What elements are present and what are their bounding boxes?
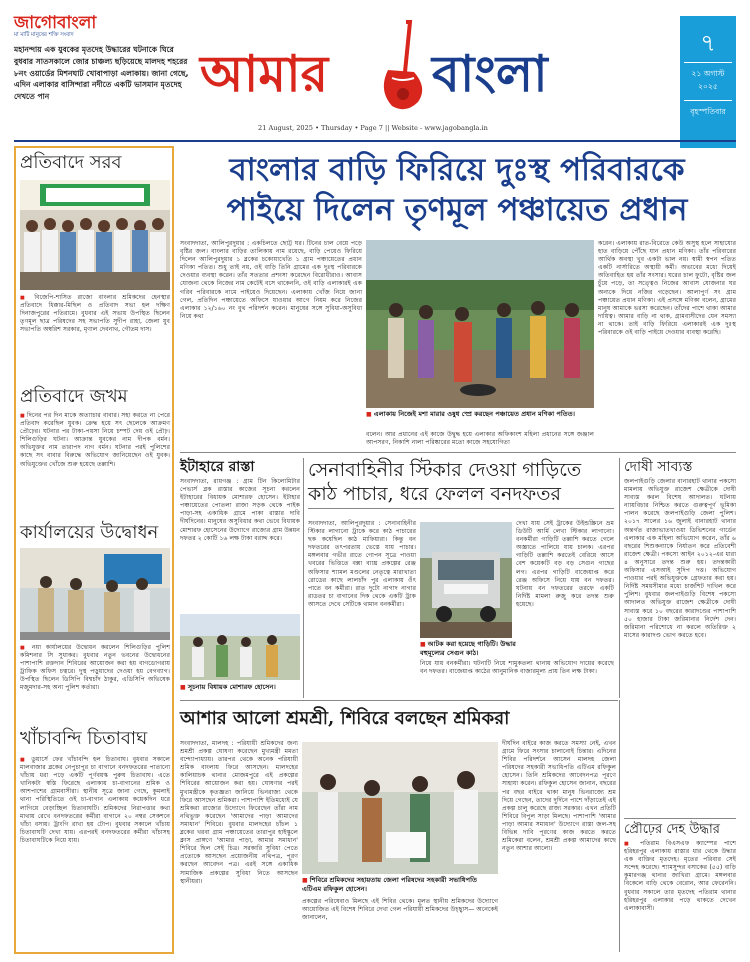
left-heading-leopard: খাঁচাবন্দি চিতাবাঘ	[20, 728, 148, 749]
date-bn: ২১ অগাস্ট	[684, 62, 732, 80]
smuggling-col2-bottom: নিয়ে যায় বনকর্মীরা। ঘটনাটি নিয়ে শামুকতলা থানায় অভিযোগ দায়ের করেছে বন দফতর। বাজেয়াপ্ত কাঠের আনুমানিক বাজারমূল্য প্রায় তিন লক্ষ টাকা।	[420, 660, 614, 676]
truck-illustration	[420, 522, 512, 638]
weekday-bn: বৃহস্পতিবার	[684, 100, 732, 119]
divider-smuggling	[619, 458, 620, 698]
smuggling-truck-photo	[420, 522, 512, 638]
dateline: 21 August, 2025 • Thursday • Page 7 || Website - www.jagobangla.in	[258, 124, 488, 132]
left-text-injured: ■ দিনের পর দিন মাকে অত্যাচার বাবার। সহ্য করতে না পেরে প্রতিবাদ করেছিল যুবক। ক্রেদ্ধ হয়ে সৎ ছেলেকে আক্রমণ প্রৌঢ়ের। ঘটনার পর টাকা-পয়সা নিয়ে চম্পট দেয় ওই প্রৌঢ়। শিলিগুড়ির ঘটনা। আক্রান্ত যুবকের নাম দীপক বর্মন। অভিযুক্তর নাম তারাপদ নাগ বর্মন। ঘটনার পরই পুলিশের কাছে সৎ বাবার বিরুদ্ধে অভিযোগ জানিয়েছেন ওই যুবক। অভিযুক্তের খোঁজে শুরু হয়েছে তল্লাশি।	[20, 412, 170, 469]
spraying-illustration	[366, 240, 594, 408]
itahar-photo	[180, 614, 300, 680]
shramashri-col1: সংবাদদাতা, মালদহ : পরিযায়ী শ্রমিকদের জন্য শ্রমশ্রী প্রকল্প ঘোষণা করেছেন মুখ্যমন্ত্রী মমতা বন্দ্যোপাধ্যায়। তারপর থেকে অনেক পরিযায়ী শ্রমিক বাংলায় ফিরে আসছেন। মালদহের কালিয়াচক থানার মোজমপুরে এই প্রকল্পের শিবিরের আয়োজন করা হয়। ঘোষণার পরই মুখ্যমন্ত্রীকে কৃতজ্ঞতা জানিয়ে ভিনরাজ্য থেকে ফিরে আসছেন শ্রমিকরা। পাশাপাশি ইতিমধ্যেই যে শ্রমিকরা রাজ্যের উদ্যোগে ফিরেছেন তাঁরা নাম নথিভুক্ত করেছেন 'আমাদের পাড়া আমাদের সমাধান' শিবিরে। বুধবার মালদহের চাঁচল ১ ব্লকের খরবা গ্রাম পঞ্চায়েতের তারাপুর হাইস্কুলে ক্লাস প্রাঙ্গণে 'আমার পাড়া, আমার সমাধান' শিবিরে ছিল সেই চিত্র। সরকারি সুবিধা পেতে প্রত্যেকে আসছেন প্রয়োজনীয় নথিপত্র, পূরণ করছেন আবেদন পত্র। এরই সঙ্গে একাধিক সামাজিক প্রকল্পের সুবিধা নিতে আসছেন স্থানীয়রা।	[180, 740, 298, 885]
divider-itahar	[303, 458, 304, 698]
logo-word-amar: আমার	[200, 44, 329, 103]
divider-body	[619, 700, 620, 952]
smuggling-headline	[308, 458, 614, 509]
divider-smuggling-bottom	[180, 700, 618, 701]
body-heading: প্রৌঢ়ের দেহ উদ্ধার	[624, 818, 736, 839]
left-heading-protest: প্রতিবাদে সরব	[20, 152, 122, 173]
lead-photo-caption: ■ এলাকায় নিজেই মশা মারার ওষুধ স্প্রে করছেন পঞ্চায়েত প্রধান মণিকা পতিত।	[366, 410, 594, 419]
smuggling-col1: সংবাদদাতা, আলিপুরদুয়ার : সেনাবাহিনীর স্টিকার লাগানো ট্রাকে করে কাঠ পাচারের ছক কষেছিল কাঠ মাফিয়ারা। কিন্তু বন দফতরের তৎপরতায় ভেস্তে যায় পাচার। মঙ্গলবার গভীর রাতে গোপন সূত্রে পাওয়া খবরের ভিত্তিতে বক্সা ব্যাঘ্র প্রকল্পের রেঞ্জ অফিসার শ্যামল মণ্ডলের নেতৃত্বে মারাখাতা রোডের কাছে লালচাঁদ পুর এলাকায় ওঁৎ পাতে বন কর্মীরা। রাত দুটো নাগাদ নাগার রাডতর চা বাগানের দিক থেকে একটি ট্রাক আসতে দেখে সেটিকে থামান বনকর্মীরা।	[308, 520, 416, 608]
smuggling-col2: দেখা যায় সেই ট্রাকের উইন্ডস্ক্রিনে ভ্রম ডিউটি আর্মি লেখা স্টিকার লাগানো। বনকর্মীরা গাড়িটি তল্লাশি করতে গেলে অজ্ঞাতে পালিয়ে যায় চালক। এরপর গাড়িটি তল্লাশি করতেই বেরিয়ে আসে বেশ কয়েকটি বড় বড় সেগুন গাছের লগ। এরপর গাড়িটি বাজেয়াপ্ত করে রেঞ্জ অফিসে নিয়ে যায় বন দফতর। ঘটনায় বন দফতরের তরফে একটি নির্দিষ্ট মামলা রুজু করে তদন্ত শুরু হয়েছে।	[516, 520, 614, 608]
page-info-box	[680, 16, 736, 148]
lead-headline	[180, 150, 734, 230]
shramashri-photo-caption: ■ শিবিরে শ্রমিকদের সহায়তায় জেলা পরিষদের সহকারী সভাধিপতি এটিএম রফিকুল হোসেন।	[302, 876, 498, 894]
left-heading-injured: প্রতিবাদে জখম	[20, 386, 128, 407]
itahar-text: সংবাদদাতা, রায়গঞ্জ : গ্রাম টিন কিলোমিটার পেভার্স ব্লক রাস্তার কাজের সূচনা করলেন ইটাহারের বিধায়ক মোশারফ হোসেন। ইটাহার পঞ্চায়েতের পোতলা রাজা সড়ক থেকে পাইক পাড়া-সহ একাধিক গ্রামে পাকা রাস্তার দাবি দীর্ঘদিনের। মানুষের অসুবিধার কথা ভেবে বিধায়ক মোশারফ হোসেনের উদ্যোগে রাজ্যের গ্রাম উন্নয়ন দফতর ২ কোটি ১৬ লক্ষ টাকা বরাদ্দ করে।	[180, 478, 300, 542]
body-text: ■ পতিরাম বিএসএফ ক্যাম্পের পাশে হরিহরপুর এলাকায় রাস্তার ধার থেকে উদ্ধার এক ব্যক্তির মৃতদেহ। মৃতের পরিবার সেই সন্দেহ করেছে। শ্যামসুন্দর বসাকের (৫৫) বাড়ি কুমারগঞ্জ থানার জাখিরা গ্রামে। মঙ্গলবার বিকেলে বাড়ি থেকে বেরোন, আর ফেরেননি। বুধবার সকালে তার মৃতদেহ পতিরাম থানার হরিহরপুর এলাকার পড়ে থাকতে দেখেন এলাকাবাসী।	[624, 840, 736, 913]
left-text-leopard: ■ ডুয়ার্সে ফের খাঁচাবন্দি হল চিতাবাঘ। বুধবার সকালে মালবাজার ব্লকের নেপুচাপুর চা বাগানে বনদফতরের পাতানো খাঁচায় ধরা পড়ে একটি পূর্ণবয়স্ক পুরুষ চিতাবাঘ। এতে খানিকটা স্বস্তি ফিরেছে এলাকায় চা-বাগানের শ্রমিক ও আশপাশের গ্রামবাসীরা। স্থানীয় সূত্রে জানা গেছে, কুমলাই থানা পরিস্থিতিতে ওই চা-বাগান এলাকায় কয়েকদিন ধরে লাগিয়ে বেড়াচ্ছিল চিতাবাঘটি। শ্রমিকদের নিরাপত্তার কথা মাথায় রেখে বনদফতরের কর্মীরা বাগানে ২০ নম্বর সেকশনে খাঁচা বসায়। ট্রাংগি রাখা হয় টোপ। বুধবার সকালে খাঁচায় চিতাবাঘটি দেখা যায়। এরপরই বনদফতরের কর্মীরা খাঁচাসহ চিতাবাঘটিকে নিয়ে যায়।	[20, 756, 170, 845]
logo-word-bangla: বাংলা	[432, 44, 548, 103]
lead-story-photo	[366, 240, 594, 408]
protest-rally-illustration	[20, 180, 170, 290]
smuggling-headline-line2: কাঠ পাচার, ধরে ফেলল বনদফতর	[308, 483, 561, 505]
smuggling-photo-caption: ■ আটক করা হয়েছে গাড়িটি। উদ্ধার বহুমূল্যের সেগুন কাঠ।	[420, 640, 516, 658]
convicted-text: জলপাইগুড়ি জেলার বানারহাট থানার পকসো মামলায় অভিযুক্ত রাজেশ ক্ষেত্রীকে দোষী সাব্যস্ত করল বিশেষ আদালত। ঘটনায় ন্যায়বিচার নিশ্চিত করতে গুরুত্বপূর্ণ ভূমিকা পালন করেছে জলপাইগুড়ি জেলা পুলিশ। ২০১৭ সালের ১৬ জুলাই বানারহাট থানার অন্তর্গত রাজাভাতখাওয়া ডিভিশনের গার্ডেন এলাকার এক মহিলা অভিযোগ করেন, তাঁর ৬ বছরের শিশুকন্যাকে নির্যাতন করে প্রতিবেশী রাজেশ ক্ষেত্রী। পকসো আইন ২০১২-এর ধারা ৪ অনুসারে তদন্ত শুরু হয়। তদন্তকারী অফিসার এসআই সুদিপ দত্ত। অভিযোগ পাওয়ার পরই অভিযুক্তকে গ্রেফতার করা হয়। নির্দিষ্ট সময়সীমার মধ্যে চার্জশিট দাখিল করে পুলিশ। বুধবার জলপাইগুড়ি বিশেষ পকসো আদালত অভিযুক্ত রাজেশ ক্ষেত্রীকে দোষী সাব্যস্ত করে ১০ বছরের কারাদণ্ডের পাশাপাশি ৫০ হাজার টাকা জরিমানার নির্দেশ দেন। জরিমানা পরিশোধে না করলে অতিরিক্ত ২ মাসের কারাদণ্ড ভোগ করতে হবে।	[624, 478, 736, 639]
left-text-protest: ■ বিজেপি-শাসিত রাজ্যে বাংলার শ্রমিকদের হেনস্থার প্রতিবাদে ধিক্কার-মিছিল ও প্রতিবাদ সভা হল দক্ষিণ দিনাজপুরের পতিরামে। বুধবার এই সভায় উপস্থিত ছিলেন তৃণমূল ছাত্র পরিষদের সহ সভাপতি সুদীপ রাহা, জেলা যুব সভাপতি অম্বরিশ সরকার, মৃণাল দেবনাথ, গৌতম দাস।	[20, 294, 170, 334]
lead-headline-line2: পাইয়ে দিলেন তৃণমূল পঞ্চায়েত প্রধান	[226, 192, 688, 228]
smuggling-headline-line1: সেনাবাহিনীর স্টিকার দেওয়া গাড়িতে	[308, 459, 582, 481]
convicted-heading: দোষী সাব্যস্ত	[624, 459, 693, 475]
itahar-caption: ■ সূচনায় বিধায়ক মোশারফ হোসেন।	[180, 683, 300, 692]
camp-illustration	[302, 742, 498, 874]
lead-story-col3: করেন। এলাকায় রাত-বিরেতে কেউ অসুস্থ হলে সাহায্যের হাত বাড়িয়ে পৌঁছে যান প্রধান মণিকা। তাঁর পরিবারের আর্থিক অবস্থা খুব একটা ভাল নয়। স্বামী স্বপন পতিত একটি নার্সারিতে অস্থায়ী কর্মী। অভাবের মধ্যে দিয়েই অতিবাহিত হয় তাঁর সংসার। ঘরের চাল ফুটো, বৃষ্টির জল চুঁয়ে পড়ে, তা সত্ত্বেও নিজের আবাস যোজনার ঘর অন্যকে দিয়ে নজির গড়েছেন। আলাপুর্ণ সং গ্রাম পঞ্চায়েত প্রধান মণিকা। এই প্রসঙ্গে মণিকা বলেন, গ্রামের মানুষ আমাকে ভরসা করেছেন। তাঁদের পাশে থাকা আমার দায়িত্ব। আমার বাড়ি না থাক, গ্রামবাসীদের যেন সমস্যা না থাকে। তাই বাড়ি ফিরিয়ে এলাকারই এক দুঃস্থ পরিবারকে ওই বাড়ি পাইয়ে দেওয়ার ব্যবস্থা করেছি।	[598, 240, 736, 337]
page-number: ৭	[700, 29, 716, 57]
left-news-column	[14, 146, 174, 954]
itahar-illustration	[180, 614, 300, 680]
amar-bangla-logo	[200, 20, 590, 112]
shramashri-headline: আশার আলো শ্রমশ্রী, শিবিরে বলছেন শ্রমিকরা	[180, 708, 510, 729]
masthead-rule	[14, 140, 736, 142]
year-bn: ২০২৫	[698, 82, 718, 91]
left-heading-office: কার্যালয়ের উদ্বোধন	[20, 522, 159, 543]
itahar-heading: ইটাহারে রাস্তা	[180, 459, 255, 475]
shramashri-photo	[302, 742, 498, 874]
shramashri-col2-bottom: প্রকল্পের পরিষেবাও মিলছে এই শিবির থেকে। মূলত স্থানীয় শ্রমিকদের উদ্যোগে আয়োজিত এই বিশেষ শিবিরে দেখা গেল পরিযায়ী শ্রমিকদের উচ্ছ্বাস— অনেকেই জানালেন,	[302, 898, 498, 922]
ektara-icon	[370, 20, 434, 112]
jagobangla-logo	[14, 14, 122, 40]
front-teaser: মহানন্দায় এক যুবকের মৃতদেহ উদ্ধারের ঘটনাকে ঘিরে বুধবার সাতসকালে জোর চাঞ্চল্য ছড়িয়েছে মালদহ শহরের ৮নং ওয়ার্ডের মিশনঘাট খোবাপাড়া এলাকায়। জানা গেছে, এদিন এলাকার বাসিন্দারা নদীতে একটি ভাসমান মৃতদেহ দেখতে পান	[14, 45, 189, 102]
jagobangla-logo-text: জাগোবাংলা	[14, 13, 97, 33]
divider-lead	[180, 452, 736, 453]
office-inauguration-photo	[20, 548, 170, 640]
lead-story-col1: সংবাদদাতা, আলিপুরদুয়ার : একচিলতে ছোট্ট ঘর। টিনের চাল বেয়ে পড়ে বৃষ্টির জল। বাংলার বাড়ির তালিকায় নাম রয়েছে, বাড়ি পেয়েও ফিরিয়ে দিলেন আলিপুরদুয়ার ১ ব্লকের চকোয়াখেতি ১ গ্রাম পঞ্চায়েতের প্রধান মণিকা পতিত। শুধু তাই নয়, ওই বাড়ি তিনি গ্রামের এক দুঃস্থ পরিবারকে দেওয়ার ব্যবস্থা করেন। তাঁর সততার প্রশংসা করেছেন বিরোধীরাও। আবাস যোজনা থেকে নিজের নাম কেটেই বসে থাকেননি, ওই বাড়ি এলাকারই এক গরিব পরিবারকে নামে পাইয়েও দিয়েছেন। এলাকায় খোঁজ নিয়ে জানা গেল, প্রতিদিন পঞ্চায়েতে অফিসে যাওয়ার আগে নিয়ম করে নিজের এলাকার ১২/১৬০ নং বুথ পরিদর্শন করেন। মানুষের সঙ্গে সুবিধা-অসুবিধা নিয়ে কথা	[180, 240, 362, 320]
protest-rally-photo	[20, 180, 170, 290]
left-text-office: ■ নয়া কার্যালয়ের উদ্বোধন করলেন শিলিগুড়ির পুলিশ কমিশনার সি সুধাকর। বুধবার নতুন ভবনের উদ্বোধনের পাশাপাশি রক্তদান শিবিরের আয়োজন করা হয় বাগডোগরায় ট্রাফিক অফিস চত্বরে। দুস্থ পড়ুয়াদের দেওয়া হয় বেগব্যাগ। উপস্থিত ছিলেন ডিসিপি বিশ্বচাঁদ ঠাকুর, এডিসিপি অভিষেক মজুমদার-সহ অন্য পুলিশ কর্তারা।	[20, 644, 170, 693]
shramashri-col3: দীর্ঘদিন বাইরে কাজ করতে সমস্যা নেই, এখন গ্রামে ফিরে সংসার চালানোই চিন্তার। এদিনের শিবির পরিদর্শনে আসেন মালদহ জেলা পরিষদের সহকারী সভাধিপতি এটিএম রফিকুল হোসেন। তিনি শ্রমিকদের আবেদনপত্র পূরণে সাহায্য করেন। রফিকুল হোসেন জানান, বছরের পর বছর বাইরে থাকা মানুষ ভিনরাজ্যে শ্রম দিয়ে গেছেন, তাদের দুর্দিনে পাশে দাঁড়াতেই এই প্রকল্প চালু করেছে রাজ্য সরকার। এখন প্রতিটি শিবিরে বিপুল সাড়া মিলছে। পাশাপাশি 'আমার পাড়া আমার সমাধান' উদ্যোগে রাস্তা জল-সহ বিভিন্ন দাবি পূরণের কাজ করতে করতে শ্রমিকেরা বলেন, শ্রমশ্রী প্রকল্প আমাদের কাছে নতুন আশার আলো।	[502, 740, 616, 853]
lead-headline-line1: বাংলার বাড়ি ফিরিয়ে দুঃস্থ পরিবারকে	[229, 152, 685, 188]
jagobangla-logo-tagline: মা মাটি মানুষের শক্তি সংবাদ	[14, 32, 74, 38]
lead-story-col2-bottom: বলেন। আর প্রধানের এই কাজে উদ্বুদ্ধ হয়ে এলাকার অফিকাংশ মহিলা প্রধানের সঙ্গে জঞ্জাল আপসরণ, নিকাশি নালা পরিষ্কারের মতো কাজে সহযোগিতা	[366, 431, 594, 447]
office-inauguration-illustration	[20, 548, 170, 640]
